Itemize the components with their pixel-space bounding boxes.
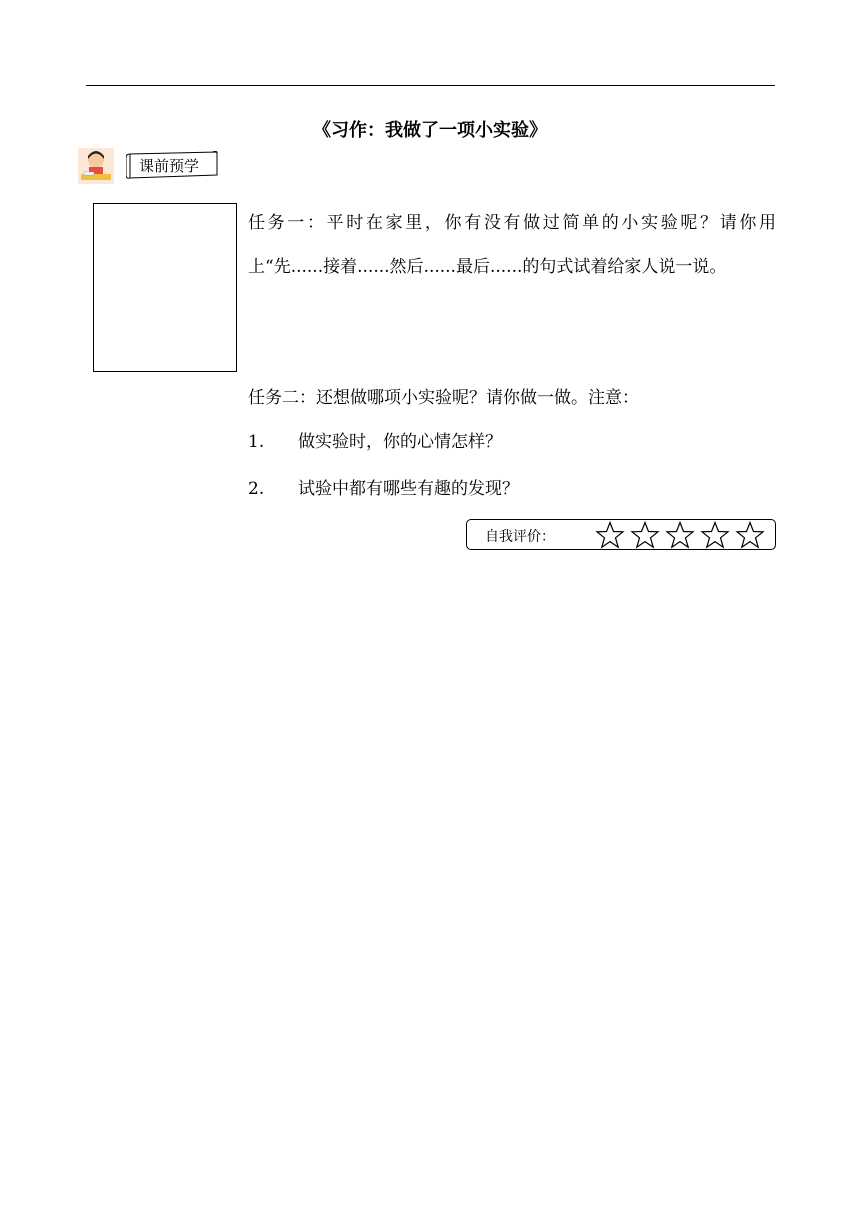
task-one-text: 任务一：平时在家里，你有没有做过简单的小实验呢？请你用上“先......接着......然后......最后......的句式试着给家人说一说。 <box>248 213 776 277</box>
list-item-text: 做实验时，你的心情怎样？ <box>298 432 502 452</box>
section-label-text: 课前预学 <box>139 157 200 175</box>
list-item-text: 试验中都有哪些有趣的发现？ <box>298 479 519 499</box>
image-placeholder-box <box>93 203 237 372</box>
star-icon[interactable] <box>700 521 730 549</box>
section-label <box>126 151 218 179</box>
star-icon[interactable] <box>665 521 695 549</box>
star-icon[interactable] <box>630 521 660 549</box>
list-item <box>248 428 502 456</box>
page-title: 《习作：我做了一项小实验》 <box>313 120 547 141</box>
list-item-number: 2. <box>248 479 265 499</box>
self-evaluation-label: 自我评价： <box>485 529 555 545</box>
star-rating[interactable] <box>595 521 765 549</box>
task-two-text: 任务二：还想做哪项小实验呢？请你做一做。注意： <box>248 388 639 408</box>
star-icon[interactable] <box>735 521 765 549</box>
self-evaluation-box <box>466 519 776 550</box>
star-icon[interactable] <box>595 521 625 549</box>
list-item-number: 1. <box>248 432 265 452</box>
list-item <box>248 475 519 503</box>
header-rule <box>86 85 775 86</box>
student-avatar-icon <box>78 148 114 184</box>
